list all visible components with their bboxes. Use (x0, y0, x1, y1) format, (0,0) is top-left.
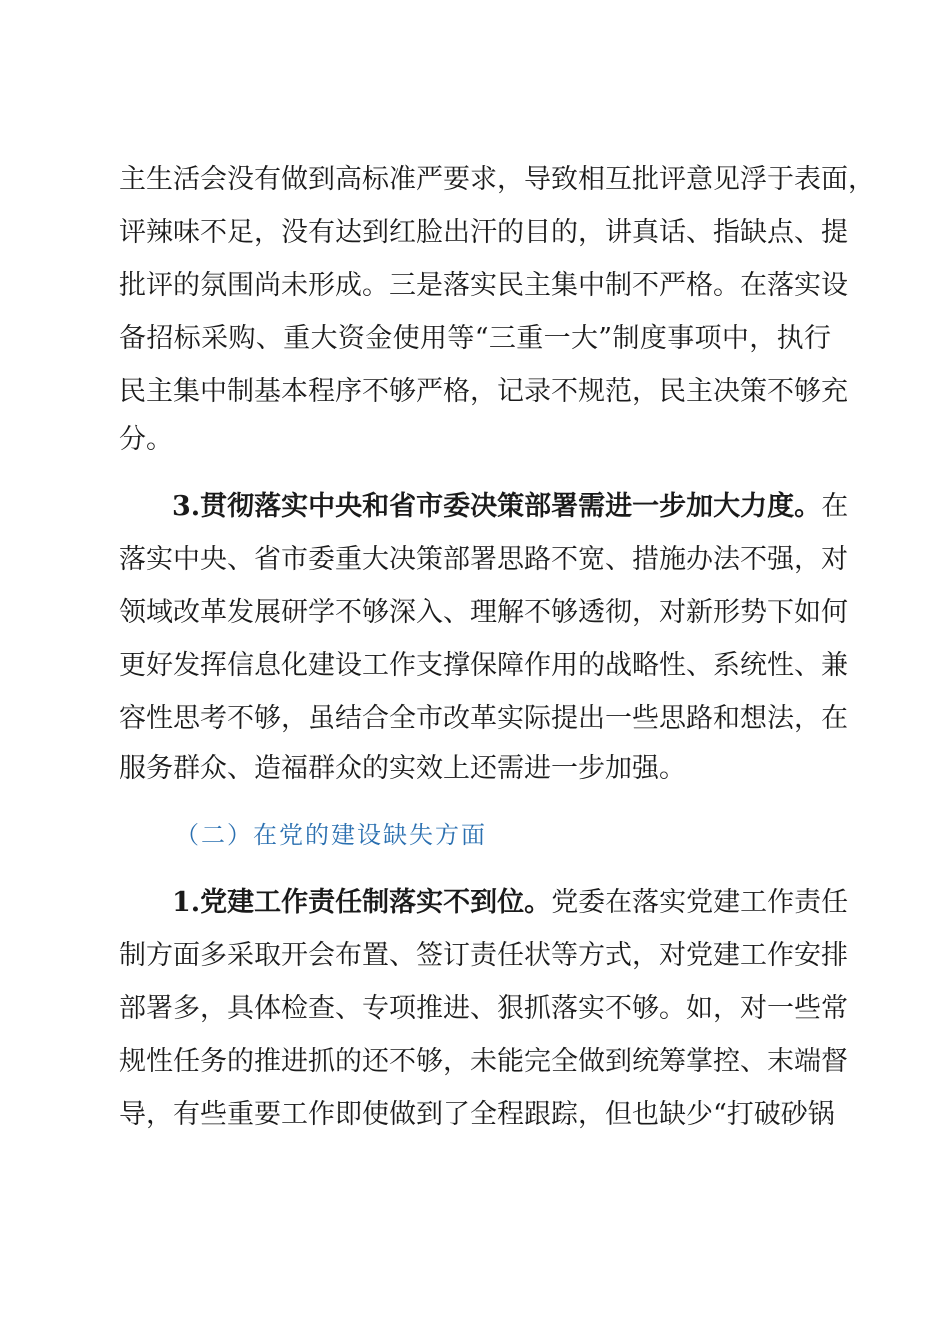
para2-lead-rest: 在 (821, 491, 849, 522)
para2-lead-heading: 3.贯彻落实中央和省市委决策部署需进一步加大力度。 (172, 491, 822, 522)
para1-line-3: 批评的氛围尚未形成。三是落实民主集中制不严格。在落实设 (119, 270, 848, 301)
para3-line-1: 制方面多采取开会布置、签订责任状等方式，对党建工作安排 (119, 940, 848, 971)
para3-lead-rest: 党委在落实党建工作责任 (551, 887, 849, 918)
para1-line-4: 备招标采购、重大资金使用等“三重一大”制度事项中，执行 (119, 323, 831, 354)
para1-line-5: 民主集中制基本程序不够严格，记录不规范，民主决策不够充 (119, 376, 848, 407)
para1-line-1: 主生活会没有做到高标准严要求，导致相互批评意见浮于表面， (119, 164, 875, 195)
para2-first-line (172, 480, 849, 534)
para2-line-4: 容性思考不够，虽结合全市改革实际提出一些思路和想法，在 (119, 703, 848, 734)
para2-line-5: 服务群众、造福群众的实效上还需进一步加强。 (119, 753, 686, 784)
para1-line-6: 分。 (119, 424, 173, 455)
para2-line-2: 领域改革发展研学不够深入、理解不够透彻，对新形势下如何 (119, 597, 848, 628)
para3-line-4: 导，有些重要工作即使做到了全程跟踪，但也缺少“打破砂锅 (119, 1099, 835, 1130)
para3-lead-heading: 1.党建工作责任制落实不到位。 (172, 887, 552, 918)
para1-line-2: 评辣味不足，没有达到红脸出汗的目的，讲真话、指缺点、提 (119, 217, 848, 248)
para2-line-3: 更好发挥信息化建设工作支撑保障作用的战略性、系统性、兼 (119, 650, 848, 681)
para3-line-2: 部署多，具体检查、专项推进、狠抓落实不够。如，对一些常 (119, 993, 848, 1024)
para3-first-line (172, 876, 849, 930)
para2-line-1: 落实中央、省市委重大决策部署思路不宽、措施办法不强，对 (119, 544, 848, 575)
para3-line-3: 规性任务的推进抓的还不够，未能完全做到统筹掌控、末端督 (119, 1046, 848, 1077)
section-heading: （二）在党的建设缺失方面 (175, 821, 487, 849)
